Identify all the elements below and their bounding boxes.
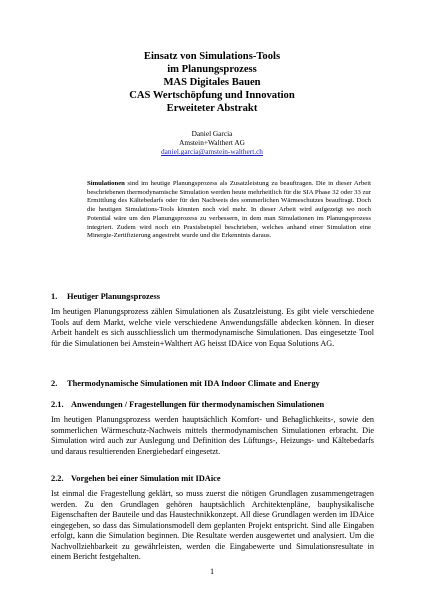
section-heading <box>51 399 374 410</box>
title-line-2: im Planungsprozess <box>167 64 257 76</box>
section-paragraph: Im heutigen Planungsprozess werden hauptsächlich Komfort- und Behaglichkeits-, sowie den sommerlichen Wärmeschutz-Nachweis mittels thermodynamischen Simulationen erbracht. Die Simulation wird auch zur Auslegung und Definition des Lüftungs-, Heizungs- und Kältebedarfs und daraus resultierenden Energiebedarf eingesetzt. <box>51 415 374 456</box>
title-line-4: CAS Wertschöpfung und Innovation <box>129 90 295 102</box>
section-heading <box>51 473 374 484</box>
section-2-2 <box>51 473 374 563</box>
section-2-1 <box>51 399 374 457</box>
section-heading <box>51 378 374 389</box>
section-number: 2. <box>51 379 58 388</box>
abstract-lead: Simulationen <box>87 180 125 187</box>
title-block <box>0 50 424 115</box>
section-title: Heutiger Planungsprozess <box>67 292 160 301</box>
section-paragraph: Ist einmal die Fragestellung geklärt, so muss zuerst die nötigen Grundlagen zusammengetragen werden. Zu den Grundlagen gehören hauptsächlich Architektenpläne, bauphysikalische Eigenschaften der Bauteile und das Haustechnikkonzept. All diese Grundlagen werden im IDAice eingegeben, so dass das Simulationsmodell dem geplanten Projekt entspricht. Sind alle Eingaben erfolgt, kann die Simulation beginnen. Die Resultate werden ausgewertet und analysiert. Um die Nachvollziehbarkeit zu gewährleisten, werden die Eingabewerte und Simulationsresultate in einem Bericht festgehalten. <box>51 489 374 561</box>
abstract <box>87 180 371 241</box>
section-heading <box>51 291 374 302</box>
section-number: 2.2. <box>51 474 64 483</box>
section-title: Thermodynamische Simulationen mit IDA Indoor Climate and Energy <box>67 379 320 388</box>
section-title: Vorgehen bei einer Simulation mit IDAice <box>71 474 221 483</box>
section-number: 2.1. <box>51 400 64 409</box>
title-line-3: MAS Digitales Bauen <box>163 77 261 89</box>
section-paragraph: Im heutigen Planungsprozess zählen Simulationen als Zusatzleistung. Es gibt viele verschiedene Tools auf dem Markt, welche viele verschiedene Anwendungsfälle abdecken können. In dieser Arbeit handelt es sich ausschliesslich um thermodynamische Simulationen. Das eingesetzte Tool für die Simulationen bei Amstein+Walthert AG heisst IDAice von Equa Solutions AG. <box>51 307 374 348</box>
title-line-5: Erweiteter Abstrakt <box>166 103 258 115</box>
title-line-1: Einsatz von Simulations-Tools <box>143 51 281 62</box>
abstract-text: sind im heutige Planungsprozess als Zusatzleistung zu beauftragen. Die in dieser Arbeit beschriebenen thermodynamische Simulation werden heute mehrheitlich für die SIA Phase 32 oder 33 zur Ermittlung des Kältebedarfs oder für den Nachweis des sommerlichen Wärmeschutzes beauftragt. Doch die heutigen Simulations-Tools könnten noch viel mehr. In dieser Arbeit wird aufgezeigt wo noch Potential wäre um den Planungsprozess zu verbessern, in dem man Simulationen im Planungsprozess integriert. Zudem wird noch ein Praxisbeispiel beschrieben, welches anhand einer Simulation eine Minergie-Zertifizierung angestrebt wurde und die Erkenntnis daraus. <box>87 180 371 240</box>
section-number: 1. <box>51 292 58 301</box>
author-block <box>0 129 424 157</box>
author-affiliation: Amstein+Walthert AG <box>179 138 245 148</box>
section-1 <box>51 291 374 349</box>
author-email-link[interactable]: daniel.garcia@amstein-walthert.ch <box>161 147 263 157</box>
section-title: Anwendungen / Fragestellungen für thermodynamischen Simulationen <box>71 400 325 409</box>
section-2 <box>51 378 374 389</box>
page-number: 1 <box>209 567 215 576</box>
author-name: Daniel Garcia <box>191 129 233 138</box>
